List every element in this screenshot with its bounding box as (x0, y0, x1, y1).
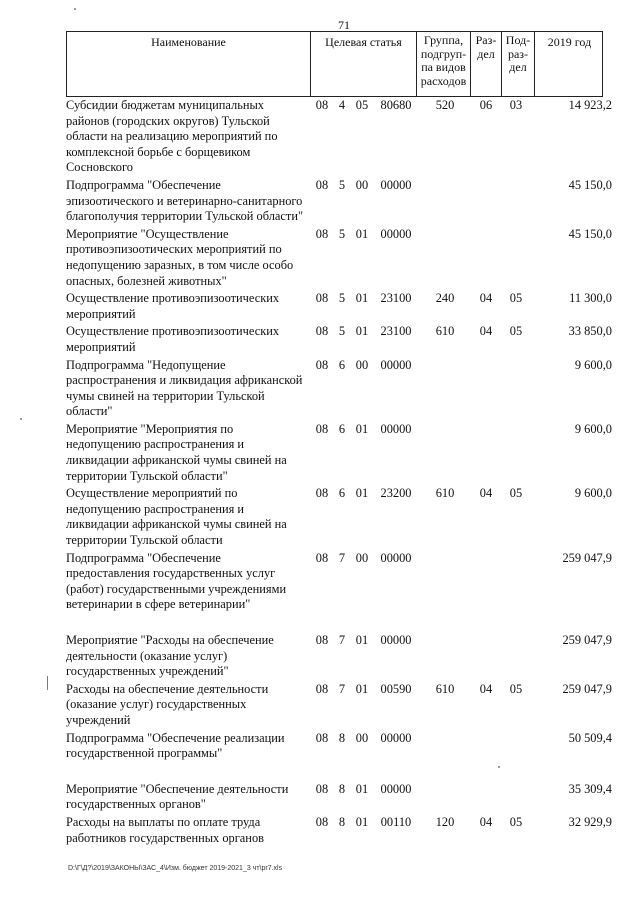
row-name: Подпрограмма "Обеспечение реализации государственной программы" (66, 730, 285, 761)
row-amount: 9 600,0 (574, 486, 612, 501)
row-code-subprogram: 6 (338, 421, 346, 436)
row-amount: 35 309,4 (568, 781, 612, 796)
row-code-program: 08 (315, 550, 329, 565)
row-amount: 33 850,0 (568, 324, 612, 339)
table-row (66, 782, 611, 813)
row-code-direction: 00000 (380, 357, 412, 372)
page-number: 71 (338, 18, 350, 32)
row-amount: 259 047,9 (562, 633, 612, 647)
row-code-event: 01 (355, 324, 369, 339)
scan-speck (498, 766, 500, 768)
row-code-direction: 00590 (380, 681, 412, 696)
header-group-line-4: расходов (420, 73, 467, 88)
row-code-program: 08 (315, 681, 329, 696)
row-code-direction: 00110 (380, 814, 412, 829)
row-code-event: 01 (355, 291, 369, 306)
table-row (66, 682, 611, 729)
row-code-direction: 00000 (380, 633, 412, 647)
table-row (66, 227, 611, 289)
row-group: 520 (435, 98, 455, 112)
row-code-subprogram: 5 (338, 226, 346, 241)
row-code-event: 00 (355, 550, 369, 565)
row-code-event: 01 (355, 226, 369, 241)
row-name: Осуществление противоэпизоотических мероприятий (66, 291, 280, 321)
row-name: Подпрограмма "Обеспечение эпизоотического и ветеринарно-санитарного благополучия территории Тульской области" (66, 177, 304, 224)
row-code-program: 08 (315, 98, 329, 112)
row-code-subprogram: 4 (338, 98, 346, 112)
row-code-direction: 00000 (380, 177, 412, 192)
row-code-subprogram: 6 (338, 486, 346, 501)
header-year: 2019 год (534, 32, 604, 96)
table-row (66, 422, 611, 484)
row-code-program: 08 (315, 226, 329, 241)
table-row (66, 291, 611, 322)
table-header (66, 31, 603, 97)
row-code-subprogram: 6 (338, 357, 346, 372)
row-name: Расходы на обеспечение деятельности (оказание услуг) государственных учреждений (66, 681, 269, 727)
row-code-event: 00 (355, 357, 369, 372)
header-group-line-3: па видов (421, 60, 466, 74)
row-code-subprogram: 7 (338, 681, 346, 696)
row-subsection: 05 (509, 681, 523, 696)
row-amount: 259 047,9 (562, 550, 612, 565)
table-row (66, 486, 611, 548)
table-row (66, 358, 611, 420)
row-code-direction: 00000 (380, 226, 412, 241)
row-subsection: 03 (509, 98, 523, 112)
row-name: Мероприятие "Мероприятия по недопущению распространения и ликвидации африканской чумы свиней на территории Тульской области" (66, 421, 287, 483)
row-code-event: 01 (355, 681, 369, 696)
row-code-direction: 00000 (380, 421, 412, 436)
row-code-program: 08 (315, 781, 329, 796)
row-group: 240 (435, 291, 455, 306)
header-subsection (501, 32, 534, 96)
scan-speck (20, 418, 22, 420)
row-group: 610 (435, 324, 455, 339)
header-subsection-line-1: Под- (505, 33, 531, 47)
row-code-program: 08 (315, 814, 329, 829)
row-code-event: 01 (355, 421, 369, 436)
row-amount: 45 150,0 (568, 177, 612, 192)
row-subsection: 05 (509, 324, 523, 339)
header-subsection-line-3: дел (509, 60, 527, 74)
row-name: Осуществление противоэпизоотических мероприятий (66, 324, 280, 354)
scan-speck (74, 8, 76, 10)
row-amount: 9 600,0 (574, 357, 612, 372)
row-name: Подпрограмма "Недопущение распространения и ликвидация африканской чумы свиней на территории Тульской области" (66, 357, 303, 419)
row-code-direction: 23200 (380, 486, 412, 501)
row-code-direction: 00000 (380, 730, 412, 745)
row-code-subprogram: 8 (338, 814, 346, 829)
row-code-event: 00 (355, 730, 369, 745)
row-group: 610 (435, 681, 455, 696)
row-name: Расходы на выплаты по оплате труда работников государственных органов (66, 814, 264, 845)
header-group-line-1: Группа, (423, 33, 464, 47)
row-name: Подпрограмма "Обеспечение предоставления государственных услуг (работ) государственными учреждениями ветеринарии в сфере ветеринарии" (66, 550, 287, 612)
row-name: Мероприятие "Обеспечение деятельности государственных органов" (66, 781, 289, 812)
row-code-program: 08 (315, 486, 329, 501)
table-row (66, 98, 611, 176)
row-amount: 11 300,0 (569, 291, 612, 306)
row-code-program: 08 (315, 324, 329, 339)
row-code-event: 01 (355, 781, 369, 796)
scan-speck (47, 676, 48, 690)
row-code-event: 05 (355, 98, 369, 112)
row-code-event: 01 (355, 814, 369, 829)
row-name: Осуществление мероприятий по недопущению распространения и ликвидации африканской чумы свиней на территории Тульской области (66, 486, 287, 548)
row-subsection: 05 (509, 486, 523, 501)
row-code-direction: 23100 (380, 291, 412, 306)
table-row (66, 324, 611, 355)
row-code-program: 08 (315, 633, 329, 647)
row-subsection: 05 (509, 814, 523, 829)
row-section: 04 (479, 681, 493, 696)
row-code-subprogram: 5 (338, 177, 346, 192)
row-subsection: 05 (509, 291, 523, 306)
table-row (66, 731, 611, 762)
row-amount: 50 509,4 (568, 730, 612, 745)
row-section: 06 (479, 98, 493, 112)
row-code-event: 00 (355, 177, 369, 192)
row-code-event: 01 (355, 486, 369, 501)
row-section: 04 (479, 486, 493, 501)
row-name: Мероприятие "Осуществление противоэпизоотических мероприятий по недопущению заразных, в том числе особо опасных, болезней животных" (66, 226, 294, 288)
header-section (470, 32, 501, 96)
row-code-subprogram: 8 (338, 781, 346, 796)
row-code-program: 08 (315, 177, 329, 192)
row-code-subprogram: 8 (338, 730, 346, 745)
row-amount: 14 923,2 (568, 98, 612, 112)
row-amount: 9 600,0 (574, 421, 612, 436)
row-code-program: 08 (315, 357, 329, 372)
row-code-direction: 00000 (380, 781, 412, 796)
table-row (66, 633, 611, 680)
table-row (66, 815, 611, 846)
header-subsection-line-2: раз- (507, 46, 529, 61)
table-body (66, 98, 611, 846)
row-amount: 32 929,9 (568, 814, 612, 829)
row-code-event: 01 (355, 633, 369, 647)
row-code-direction: 23100 (380, 324, 412, 339)
row-code-subprogram: 7 (338, 550, 346, 565)
row-group: 610 (435, 486, 455, 501)
header-section-line-1: Раз- (475, 33, 497, 47)
row-code-direction: 00000 (380, 550, 412, 565)
header-section-line-2: дел (477, 46, 495, 61)
row-name: Мероприятие "Расходы на обеспечение деятельности (оказание услуг) государственных учреждений" (66, 633, 274, 679)
row-code-program: 08 (315, 291, 329, 306)
header-group-line-2: подгруп- (420, 46, 467, 61)
header-name: Наименование (151, 35, 226, 49)
row-amount: 259 047,9 (562, 681, 612, 696)
table-row (66, 551, 611, 613)
row-code-subprogram: 5 (338, 291, 346, 306)
row-code-direction: 80680 (380, 98, 412, 112)
row-section: 04 (479, 324, 493, 339)
row-group: 120 (435, 814, 455, 829)
row-name: Субсидии бюджетам муниципальных районов (городских округов) Тульской области на реализацию мероприятий по комплексной борьбе с борщевиком Сосновского (66, 98, 278, 175)
row-section: 04 (479, 814, 493, 829)
header-target: Целевая статья (310, 32, 416, 96)
row-code-program: 08 (315, 421, 329, 436)
table-row (66, 178, 611, 225)
row-code-subprogram: 7 (338, 633, 346, 647)
row-section: 04 (479, 291, 493, 306)
row-amount: 45 150,0 (568, 226, 612, 241)
file-path-footer: D:\Г\Д?\2019\ЗАКОНЫ\ЗАС_4\Изм. бюджет 2019-2021_3 чт\pr7.xls (68, 865, 283, 872)
header-group (416, 32, 470, 96)
row-code-program: 08 (315, 730, 329, 745)
row-code-subprogram: 5 (338, 324, 346, 339)
